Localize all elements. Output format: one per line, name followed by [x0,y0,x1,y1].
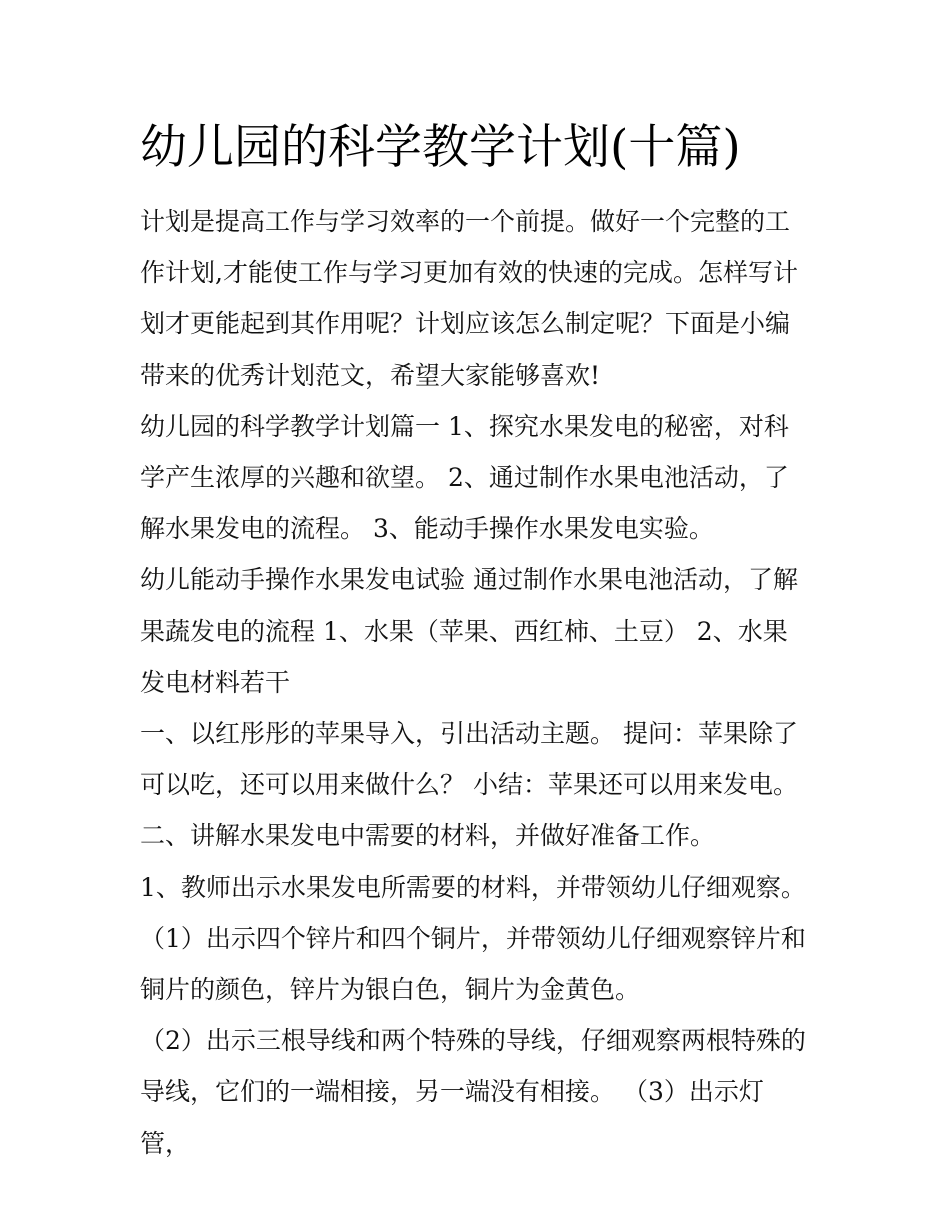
paragraph-objectives: 幼儿园的科学教学计划篇一 1、探究水果发电的秘密，对科学产生浓厚的兴趣和欲望。 2、通过制作水果电池活动，了解水果发电的流程。 3、能动手操作水果发电实验。 [140,411,789,544]
paragraph-step-two-1: 1、教师出示水果发电所需要的材料，并带领幼儿仔细观察。 [140,872,806,902]
paragraph-substep-1: （1）出示四个锌片和四个铜片，并带领幼儿仔细观察锌片和铜片的颜色，锌片为银白色，铜片为金黄色。 [140,923,806,1005]
paragraph-step-two: 二、讲解水果发电中需要的材料，并做好准备工作。 [140,821,716,851]
document-body [140,196,812,1169]
paragraph-materials: 幼儿能动手操作水果发电试验 通过制作水果电池活动，了解果蔬发电的流程 1、水果（苹果、西红柿、土豆） 2、水果发电材料若干 [140,565,798,697]
document-title: 幼儿园的科学教学计划(十篇) [140,120,741,175]
paragraph-step-one: 一、以红彤彤的苹果导入，引出活动主题。 提问：苹果除了可以吃，还可以用来做什么？ 小结：苹果还可以用来发电。 [140,719,798,800]
paragraph-intro: 计划是提高工作与学习效率的一个前提。做好一个完整的工作计划,才能使工作与学习更加有效的快速的完成。怎样写计划才更能起到其作用呢？计划应该怎么制定呢？下面是小编带来的优秀计划范文，希望大家能够喜欢! [140,207,798,390]
paragraph-substep-2: （2）出示三根导线和两个特殊的导线，仔细观察两根特殊的导线，它们的一端相接，另一端没有相接。 （3）出示灯管， [140,1026,806,1158]
